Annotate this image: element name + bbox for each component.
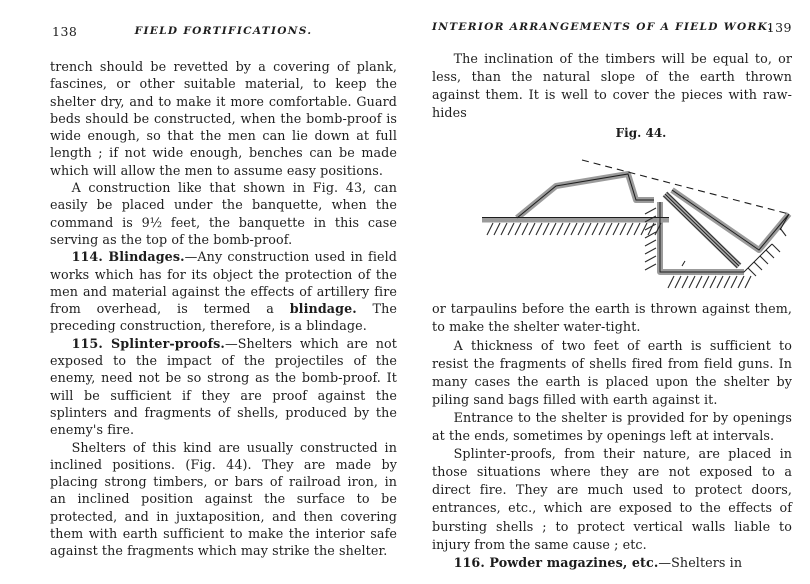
fig-44-drawing [432,142,792,300]
fig-44-illustration [432,142,792,300]
body-text: A construction like that shown in Fig. 43, can easily be placed under the banquette, when the command is 9½ feet, the banquette in this case serving as the top of the bomb-proof. [50,180,397,247]
paragraph [432,300,792,336]
pit-outline [660,202,772,272]
paragraph [50,179,397,248]
body-text: —Any construction used in field works which has for its object the protection of the men and material against the effects of artillery fire from overhead, is termed a [50,249,397,317]
paragraph [50,248,397,334]
paragraph [50,58,397,179]
paragraph [50,335,397,439]
right-running-head: INTERIOR ARRANGEMENTS OF A FIELD WORK. [432,21,774,33]
right-slope-hatching [748,228,786,276]
right-page-text-top [432,50,792,122]
body-text: Shelters of this kind are usually constructed in inclined positions. (Fig. 44). They are made by placing strong timbers, or bars of railroad iron, in an inclined position against the surface to be protected, and in juxtaposition, and then covering them with earth sufficient to make the interior safe against the fragments which may strike the shelter. [50,439,397,559]
bold-text: 116. Powder magazines, etc. [453,554,659,570]
pit-floor-hatching [668,276,751,288]
paragraph [432,445,792,554]
body-text: or tarpaulins before the earth is thrown against them, to make the shelter water-tight. [432,301,792,335]
body-text: —Shelters in [658,554,743,570]
paragraph [432,409,792,445]
paragraph [432,337,792,409]
body-text: The inclination of the timbers will be equal to, or less, than the natural slope of the earth thrown against them. It is well to cover the pieces with raw-hides [432,51,792,121]
body-text: Entrance to the shelter is provided for by openings at the ends, sometimes by openings left at intervals. [432,409,792,444]
right-page-header [432,20,792,40]
paragraph [432,554,792,572]
left-ground-hatching [487,223,661,235]
left-page [50,0,397,560]
bold-text: 115. Splinter-proofs. [71,335,225,351]
left-page-header [50,24,397,44]
body-text: The preceding construction, therefore, is a blindage. [50,301,398,334]
bold-text: blindage. [289,301,357,317]
right-page [432,0,792,572]
figure-caption: Fig. 44. [615,126,667,141]
body-text: Splinter-proofs, from their nature, are placed in those situations where they are not exposed to a direct fire. They are much used to protect doors, entrances, etc., which are exposed to the effects of bursting shells ; to protect vertical walls liable to injury from the same cause ; etc. [432,446,792,552]
right-page-text-bottom [432,300,792,571]
floor-tick-mark [682,261,685,266]
paragraph [432,50,792,122]
line-of-fire-dashed [582,160,789,214]
paragraph [50,439,397,560]
left-page-text [50,58,397,560]
left-running-head: FIELD FORTIFICATIONS. [134,25,313,37]
body-text: —Shelters which are not exposed to the impact of the projectiles of the enemy, need not be so strong as the bomb-proof. It will be sufficient if they are proof against the splinters and fragments of shells, produced by the enemy's fire. [50,335,397,438]
bold-text: 114. Blindages. [71,249,185,265]
right-page-number: 139 [766,20,792,35]
body-text: trench should be revetted by a covering of plank, fascines, or other suitable material, to keep the shelter dry, and to make it more comfortable. Guard beds should be constructed, when the bomb-proof is wide enough, so that the men can lie down at full length ; if not wide enough, benches can be made which will allow the men to assume easy positions. [50,59,397,178]
left-page-number: 138 [52,24,78,39]
body-text: A thickness of two feet of earth is sufficient to resist the fragments of shells fired from field guns. In many cases the earth is placed upon the shelter by piling sand bags filled with earth against it. [432,337,792,407]
